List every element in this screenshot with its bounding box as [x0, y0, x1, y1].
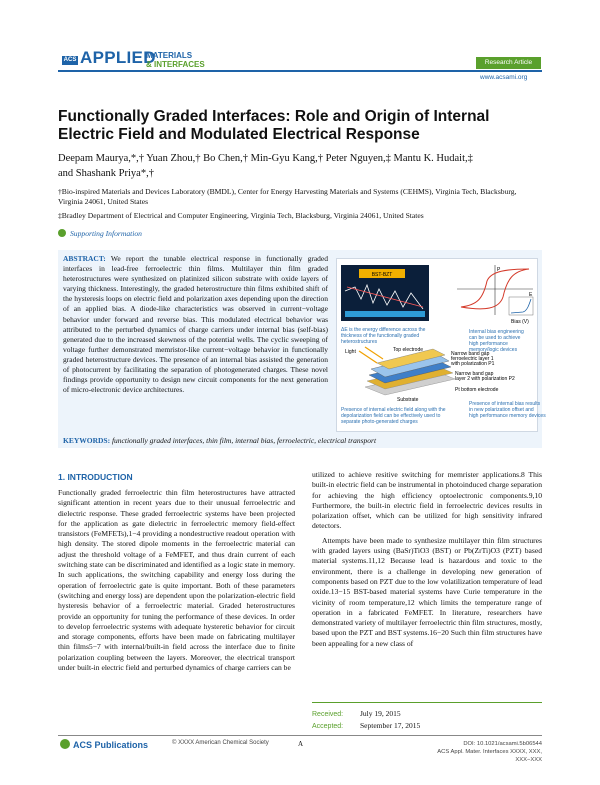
toc-top-electrode-label: Top electrode: [393, 347, 424, 353]
copyright: © XXXX American Chemical Society: [172, 740, 269, 746]
toc-iv-curve: [511, 299, 531, 313]
supporting-info-icon: [58, 229, 66, 237]
journal-name-main: APPLIED: [80, 48, 156, 67]
toc-caption-left: ΔE is the energy difference across the thickness of the functionally graded heterostructures: [341, 327, 426, 345]
toc-caption-bottom-right: Presence of internal bias results in new polarization offset and high performance memory devices: [469, 401, 546, 419]
citation: ACS Appl. Mater. Interfaces XXXX, XXX, XXX−XXX: [437, 749, 542, 763]
supporting-information-link[interactable]: [58, 229, 142, 238]
toc-substrate-label: Substrate: [397, 397, 419, 403]
toc-band: [345, 311, 425, 317]
body-column-2: [312, 470, 542, 649]
affiliation-1: †Bio-inspired Materials and Devices Laboratory (BMDL), Center for Energy Harvesting Materials and Systems (CEHMS), Virginia Tech, Blacksburg, Virginia 24061, United States: [58, 187, 517, 206]
doi-block: [410, 740, 542, 764]
header-rule: [58, 70, 542, 72]
keywords: [63, 436, 533, 445]
journal-url[interactable]: www.acsami.org: [480, 74, 528, 81]
acs-logo: ACS: [63, 57, 77, 63]
doi[interactable]: DOI: 10.1021/acsami.5b06544: [463, 741, 542, 747]
received-label: Received:: [312, 711, 344, 718]
section-heading-introduction: 1. INTRODUCTION: [58, 472, 133, 482]
body-paragraph-2: Attempts have been made to synthesize multilayer thin film structures with graded layers using (BaSr)TiO3 (BST) or Pb(ZrTi)O3 (PZT) based material systems.11,12 Because lead is hazardous and toxic to the environment, there is a challenge in developing new generation of components based on PZT due to the low volatilization temperature of lead oxide.13−15 BST-based material systems have Curie temperature in the vicinity of room temperature,12 which limits the temperature range of operation in a fabricated FeMFET. In literature, researchers have demonstrated variety of multilayer ferroelectric thin film structures, mostly, based upon the PZT and BST systems.16−20 Such thin film structures have been appealing for a new class of: [312, 535, 542, 648]
toc-axis-p: P: [497, 267, 501, 273]
publication-dates: [312, 708, 420, 732]
dates-rule: [312, 702, 542, 703]
toc-caption-bottom-left: Presence of internal electric field along with the depolarization field can be effectively used to separate photo-generated charges: [341, 407, 446, 425]
toc-graphic-svg: [337, 259, 546, 431]
authors-line-2: and Shashank Priya*,†: [58, 168, 154, 179]
authors-line-1: Deepam Maurya,*,† Yuan Zhou,† Bo Chen,† Min-Gyu Kang,† Peter Nguyen,‡ Mantu K. Hudait,‡: [58, 153, 473, 164]
page-number: A: [298, 740, 304, 748]
acs-pubs-icon: [60, 739, 70, 749]
abstract-text: We report the tunable electrical response in functionally graded interfaces in lead-free ferroelectric thin films. Multilayer thin film graded heterostructures were synthesized on platinized silicon substrate with oxide layers of varying thickness. Interestingly, the graded heterostructure thin films exhibited shift of the hysteresis loops on electric field and polarization axes depending upon the direction of an applied bias. A diode-like characteristics was observed in current−voltage behavior under forward and reverse bias. This modulated electrical behavior was attributed to the perturbed dynamics of charge carriers under internal bias (self-bias) generated due to the increased skewness of the potential wells. The cyclic sweeping of voltage further demonstrated memristor-like current−voltage behavior in functionally graded heterostructure devices. The presence of an internal bias assisted the generation of photocurrent by facilitating the separation of photogenerated charges. These novel findings provide opportunity to design new circuit components for the next generation of micro-electronic device architectures.: [63, 254, 328, 395]
supporting-info-label: Supporting Information: [70, 229, 142, 238]
keywords-label: KEYWORDS:: [63, 436, 111, 445]
toc-light-label: Light: [345, 349, 356, 355]
journal-name-sub1: MATERIALS: [146, 51, 193, 60]
footer-rule: [58, 735, 542, 736]
journal-name-sub2: & INTERFACES: [146, 60, 205, 69]
toc-layer2-label: Narrow band gap layer 2 with polarization P2: [455, 371, 515, 382]
publisher-logo: [60, 739, 148, 750]
received-date: July 19, 2015: [360, 709, 401, 718]
toc-graphic: [336, 258, 546, 432]
toc-bottom-label: Pt bottom electrode: [455, 387, 499, 393]
affiliation-2: ‡Bradley Department of Electrical and Computer Engineering, Virginia Tech, Blacksburg, Virginia 24061, United States: [58, 211, 424, 220]
toc-axis-e: E: [529, 292, 533, 298]
body-paragraph-1: utilized to achieve resitive switching for memrister applications.8 This built-in electric field can be instrumental in photoinduced charge separation for achieving the high efficiency optoelectronic components.9,10 Furthermore, the built-in electric field in ferroelectric devices results in polarization offset, which can be utilized for high sensitivity infrared detectors.: [312, 470, 542, 531]
abstract: [63, 254, 328, 395]
toc-material-label: BST-BZT: [371, 272, 393, 278]
toc-caption-right: Internal bias engineering can be used to achieve high performance memory/logic devices: [469, 329, 524, 353]
body-column-1: Functionally graded ferroelectric thin film heterostructures have attracted significant attention in recent years due to their unusual ferroelectric and dielectric response. These graded ferroelectric systems have been projected for the application as gate dielectric in ferroelectric memory field-effect transistors (FeMFETs),1−4 providing a nondestructive readout operation with high density. The stored dipole moments in the ferroelectric material can adjust the threshold voltage of a FeMFET, and thus drain current of each switching state can be discriminated and identified as a logic state in memory. In such applications, the switching capability and energy loss during the operation of ferroelectric gate is quite important. Both of these parameters (switching and energy loss) are dependent upon the polarization-electric field hysteresis behavior of a ferroelectric material. Graded heterostructures provide an opportunity for tuning the performance of these devices. In order to develop ferroelectric systems with adequate hysteretic behavior for circuit and storage components, efforts have been made on fabricating multilayer thin films5−7 with internal/built-in field across the interface due to finite polarization coupling between the layers. Moreover, the electrical transport under built-in electric field and perturbed dynamics of charge carriers can be: [58, 488, 295, 673]
keywords-text: functionally graded interfaces, thin film, internal bias, ferroelectric, electrical transport: [111, 436, 377, 445]
abstract-label: ABSTRACT:: [63, 254, 106, 263]
accepted-date: September 17, 2015: [360, 721, 421, 730]
article-type-badge: Research Article: [476, 57, 541, 69]
toc-layer1-label: Narrow band gap ferroelectric layer 1 with polarization P1: [451, 351, 495, 367]
toc-diode-label: Bias (V): [511, 319, 529, 325]
accepted-label: Accepted:: [312, 723, 344, 730]
paper-title: Functionally Graded Interfaces: Role and Origin of Internal Electric Field and Modulated Electrical Response: [58, 108, 490, 143]
publisher-name: ACS Publications: [73, 740, 149, 750]
author-list: [58, 151, 538, 181]
